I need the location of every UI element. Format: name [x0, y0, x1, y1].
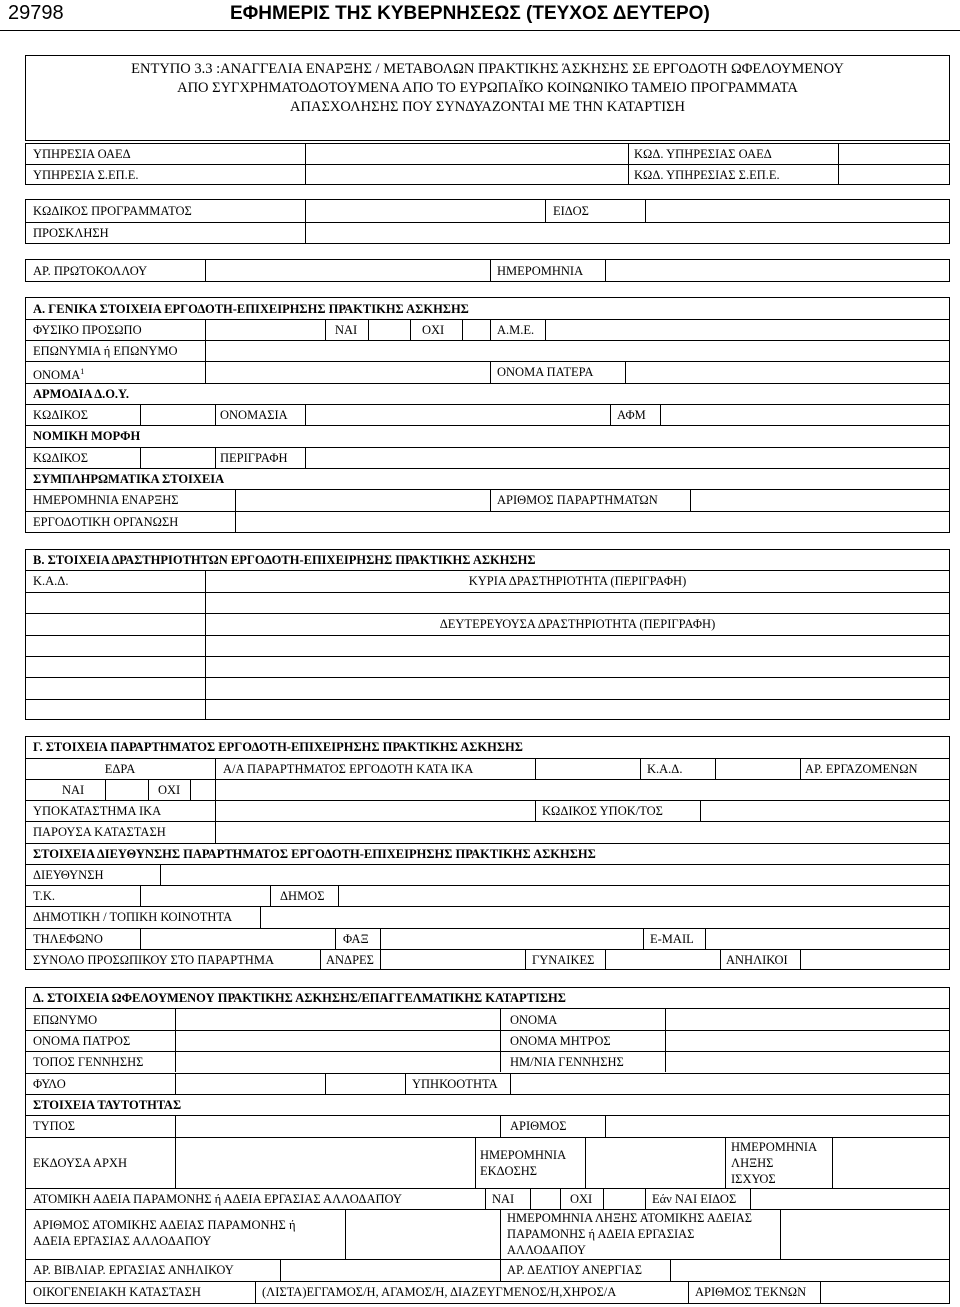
label-unemployment-card: ΑΡ. ΔΕΛΤΙΟΥ ΑΝΕΡΓΙΑΣ — [507, 1263, 643, 1277]
c-h-col4 — [715, 758, 716, 779]
label-permit-expiry-3: ΑΛΛΟΔΑΠΟΥ — [507, 1243, 586, 1257]
label-employees: ΑΡ. ΕΡΓΑΖΟΜΕΝΩΝ — [805, 762, 918, 776]
page-number: 29798 — [8, 2, 64, 24]
d-t-col2 — [500, 1115, 501, 1137]
label-municipality: ΔΗΜΟΣ — [280, 889, 325, 903]
c-pc-col2 — [270, 885, 271, 906]
c-line-4 — [25, 821, 950, 822]
label-protocol-number: ΑΡ. ΠΡΩΤΟΚΟΛΛΟΥ — [33, 264, 148, 278]
label-total-staff: ΣΥΝΟΛΟ ΠΡΟΣΩΠΙΚΟΥ ΣΤΟ ΠΑΡΑΡΤΗΜΑ — [33, 953, 274, 967]
services-col1 — [305, 143, 306, 185]
a-np-col4 — [410, 319, 411, 340]
services-col2 — [628, 143, 629, 185]
label-fax: ΦΑΞ — [343, 932, 369, 946]
label-program-code: ΚΩΔΙΚΟΣ ΠΡΟΓΡΑΜΜΑΤΟΣ — [33, 204, 192, 218]
label-lf-code: ΚΩΔΙΚΟΣ — [33, 451, 88, 465]
d-pn-col3 — [780, 1209, 781, 1259]
label-expiry-2: ΛΗΞΗΣ — [731, 1156, 774, 1170]
d-wb-col3 — [670, 1259, 671, 1281]
a-row-line-9 — [25, 489, 950, 490]
d-line-4 — [25, 1073, 950, 1074]
d-i-col2 — [475, 1137, 476, 1188]
b-line-2 — [25, 592, 950, 593]
d-line-1 — [25, 1008, 950, 1009]
d-g-col4 — [510, 1073, 511, 1094]
label-family-status: ΟΙΚΟΓΕΝΕΙΑΚΗ ΚΑΤΑΣΤΑΣΗ — [33, 1285, 201, 1299]
d-wb-col2 — [500, 1259, 501, 1281]
label-branch-count: ΑΡΙΘΜΟΣ ΠΑΡΑΡΤΗΜΑΤΩΝ — [497, 493, 658, 507]
a-lf-col1 — [140, 447, 141, 468]
d-col-a — [175, 1008, 176, 1072]
services-divider — [25, 164, 950, 165]
label-address: ΔΙΕΥΘΥΝΣΗ — [33, 868, 104, 882]
d-line-8 — [25, 1188, 950, 1189]
c-yn-col4 — [215, 779, 216, 800]
a-row-line-4 — [25, 383, 950, 384]
label-service-oaed: ΥΠΗΡΕΣΙΑ ΟΑΕΔ — [33, 147, 131, 161]
section-d-title: Δ. ΣΤΟΙΧΕΙΑ ΩΦΕΛΟΥΜΕΝΟΥ ΠΡΑΚΤΙΚΗΣ ΑΣΚΗΣΗΣ/ΕΠΑΓΓΕΛΜΑΤΙΚΗΣ ΚΑΤΑΡΤΙΣΗΣ — [33, 991, 566, 1005]
label-np-yes: ΝΑΙ — [335, 323, 358, 337]
gazette-header — [0, 0, 960, 28]
label-natural-person: ΦΥΣΙΚΟ ΠΡΟΣΩΠΟ — [33, 323, 142, 337]
label-code-sepe: ΚΩΔ. ΥΠΗΡΕΣΙΑΣ Σ.ΕΠ.Ε. — [634, 168, 780, 182]
c-status-col1 — [215, 821, 216, 843]
label-to-naming: ΟΝΟΜΑΣΙΑ — [220, 408, 288, 422]
d-t-col3 — [605, 1115, 606, 1137]
d-p-col4 — [603, 1188, 604, 1209]
d-line-10 — [25, 1259, 950, 1260]
gazette-title: ΕΦΗΜΕΡΙΣ ΤΗΣ ΚΥΒΕΡΝΗΣΕΩΣ (ΤΕΥΧΟΣ ΔΕΥΤΕΡΟ) — [230, 3, 710, 24]
d-fs-col3 — [820, 1281, 821, 1304]
services-col3 — [838, 143, 839, 185]
d-line-11 — [25, 1281, 950, 1282]
a-fn-col3 — [625, 361, 626, 383]
a-to-col5 — [660, 404, 661, 425]
c-pc-col1 — [140, 885, 141, 906]
d-wb-col1 — [280, 1259, 281, 1281]
label-branch-serial: Α/Α ΠΑΡΑΡΤΗΜΑΤΟΣ ΕΡΓΟΔΟΤΗ ΚΑΤΑ ΙΚΑ — [223, 762, 474, 776]
c-h-col3 — [640, 758, 641, 779]
c-ika-col3 — [700, 800, 701, 821]
c-tot-col6 — [800, 949, 801, 970]
a-row-line-3 — [25, 361, 950, 362]
d-g-col3 — [405, 1073, 406, 1094]
label-gender: ΦΥΛΟ — [33, 1077, 66, 1091]
c-comm-col1 — [260, 906, 261, 928]
label-afm: ΑΦΜ — [617, 408, 646, 422]
c-h-col5 — [800, 758, 801, 779]
c-tot-col3 — [525, 949, 526, 970]
form-title-line1: ΕΝΤΥΠΟ 3.3 :ΑΝΑΓΓΕΛΙΑ ΕΝΑΡΞΗΣ / ΜΕΤΑΒΟΛΩΝ ΠΡΑΚΤΙΚΗΣ ΆΣΚΗΣΗΣ ΣΕ ΕΡΓΟΔΟΤΗ ΩΦΕΛΟΥΜΕΝΟΥ — [131, 61, 844, 77]
label-b-kad: Κ.Α.Δ. — [33, 574, 69, 588]
d-p-col6 — [750, 1188, 751, 1209]
a-to-col3 — [305, 404, 306, 425]
label-expiry-3: ΙΣΧΥΟΣ — [731, 1172, 776, 1186]
a-eo-col1 — [235, 511, 236, 533]
d-line-6 — [25, 1115, 950, 1116]
label-email: E-MAIL — [650, 932, 694, 946]
label-children: ΑΡΙΘΜΟΣ ΤΕΚΝΩΝ — [695, 1285, 807, 1299]
label-if-yes: Εάν ΝΑΙ ΕΙΔΟΣ — [652, 1192, 737, 1206]
label-permit-no: ΟΧΙ — [570, 1192, 593, 1206]
c-ph-col2 — [335, 928, 336, 949]
a-row-line-1 — [25, 319, 950, 320]
d-line-7 — [25, 1137, 950, 1138]
label-community: ΔΗΜΟΤΙΚΗ / ΤΟΠΙΚΗ ΚΟΙΝΟΤΗΤΑ — [33, 910, 233, 924]
label-supplementary: ΣΥΜΠΛΗΡΩΜΑΤΙΚΑ ΣΤΟΙΧΕΙΑ — [33, 472, 225, 486]
label-birthdate: ΗΜ/ΝΙΑ ΓΕΝΝΗΣΗΣ — [510, 1055, 624, 1069]
label-permit-expiry-2: ΠΑΡΑΜΟΝΗΣ ή ΑΔΕΙΑ ΕΡΓΑΣΙΑΣ — [507, 1227, 695, 1241]
label-name: ΟΝΟΜΑ — [510, 1013, 558, 1027]
label-minor-workbook: ΑΡ. ΒΙΒΛΙΑΡ. ΕΡΓΑΣΙΑΣ ΑΝΗΛΙΚΟΥ — [33, 1263, 234, 1277]
d-line-9 — [25, 1209, 950, 1210]
footnote-mark: 1 — [80, 367, 85, 376]
label-main-activity: ΚΥΡΙΑ ΔΡΑΣΤΗΡΙΟΤΗΤΑ (ΠΕΡΙΓΡΑΦΗ) — [468, 574, 687, 588]
d-pn-col1 — [345, 1209, 346, 1259]
label-phone: ΤΗΛΕΦΩΝΟ — [33, 932, 103, 946]
a-sd-col1 — [235, 489, 236, 511]
c-line-2 — [25, 779, 950, 780]
d-p-col1 — [485, 1188, 486, 1209]
label-birthplace: ΤΟΠΟΣ ΓΕΝΝΗΣΗΣ — [33, 1055, 144, 1069]
a-name-col1 — [205, 340, 206, 361]
c-line-1 — [25, 758, 950, 759]
a-to-col2 — [215, 404, 216, 425]
c-ph-col4 — [643, 928, 644, 949]
c-line-8 — [25, 906, 950, 907]
c-line-7 — [25, 885, 950, 886]
a-row-line-5 — [25, 404, 950, 405]
label-minors: ΑΝΗΛΙΚΟΙ — [726, 953, 788, 967]
d-i-col4 — [725, 1137, 726, 1188]
label-address-title: ΣΤΟΙΧΕΙΑ ΔΙΕΥΘΥΝΣΗΣ ΠΑΡΑΡΤΗΜΑΤΟΣ ΕΡΓΟΔΟΤΗ-ΕΠΙΧΕΙΡΗΣΗΣ ΠΡΑΚΤΙΚΗΣ ΑΣΚΗΣΗΣ — [33, 847, 596, 861]
label-program-call: ΠΡΟΣΚΛΗΣΗ — [33, 226, 109, 240]
label-father-name: ΟΝΟΜΑ ΠΑΤΕΡΑ — [497, 365, 594, 379]
c-ika-col1 — [215, 800, 216, 821]
a-fn-col2 — [490, 361, 491, 383]
label-start-date: ΗΜΕΡΟΜΗΝΙΑ ΕΝΑΡΞΗΣ — [33, 493, 179, 507]
section-b-title: Β. ΣΤΟΙΧΕΙΑ ΔΡΑΣΤΗΡΙΟΤΗΤΩΝ ΕΡΓΟΔΟΤΗ-ΕΠΙΧΕΙΡΗΣΗΣ ΠΡΑΚΤΙΚΗΣ ΑΣΚΗΣΗΣ — [33, 553, 536, 567]
label-postcode: Τ.Κ. — [33, 889, 55, 903]
d-fs-col2 — [688, 1281, 689, 1304]
c-yn-col3 — [190, 779, 191, 800]
protocol-col2 — [490, 259, 491, 282]
c-ph-col5 — [705, 928, 706, 949]
d-pn-col2 — [500, 1209, 501, 1259]
label-c-yes: ΝΑΙ — [62, 783, 85, 797]
d-line-3 — [25, 1051, 950, 1052]
label-surname: ΕΠΩΝΥΜΟ — [33, 1013, 98, 1027]
a-np-col5 — [462, 319, 463, 340]
b-col1 — [205, 570, 206, 720]
label-father: ΟΝΟΜΑ ΠΑΤΡΟΣ — [33, 1034, 131, 1048]
d-col-c — [665, 1008, 666, 1072]
program-col3 — [645, 199, 646, 222]
c-line-5 — [25, 843, 950, 844]
b-line-4 — [25, 635, 950, 636]
b-line-3 — [25, 613, 950, 614]
a-to-col1 — [140, 404, 141, 425]
protocol-col3 — [605, 259, 606, 282]
a-np-col1 — [205, 319, 206, 340]
label-employer-org: ΕΡΓΟΔΟΤΙΚΗ ΟΡΓΑΝΩΣΗ — [33, 515, 179, 529]
b-line-6 — [25, 677, 950, 678]
label-to-code: ΚΩΔΙΚΟΣ — [33, 408, 88, 422]
d-i-col5 — [832, 1137, 833, 1188]
d-line-5 — [25, 1094, 950, 1095]
c-ph-col1 — [140, 928, 141, 949]
label-code-oaed: ΚΩΔ. ΥΠΗΡΕΣΙΑΣ ΟΑΕΔ — [634, 147, 772, 161]
form-title-line3: ΑΠΑΣΧΟΛΗΣΗΣ ΠΟΥ ΣΥΝΔΥΑΖΟΝΤΑΙ ΜΕ ΤΗΝ ΚΑΤΑΡΤΙΣΗ — [290, 99, 685, 115]
a-row-line-7 — [25, 447, 950, 448]
label-secondary-activity: ΔΕΥΤΕΡΕΥΟΥΣΑ ΔΡΑΣΤΗΡΙΟΤΗΤΑ (ΠΕΡΙΓΡΑΦΗ) — [439, 617, 716, 631]
program-col1 — [305, 199, 306, 244]
d-t-col1 — [175, 1115, 176, 1137]
d-p-col3 — [560, 1188, 561, 1209]
label-ame: Α.Μ.Ε. — [497, 323, 535, 337]
a-sd-col3 — [690, 489, 691, 511]
protocol-col1 — [205, 259, 206, 282]
d-p-col2 — [530, 1188, 531, 1209]
label-service-sepe: ΥΠΗΡΕΣΙΑ Σ.ΕΠ.Ε. — [33, 168, 139, 182]
a-np-col3 — [368, 319, 369, 340]
label-issue-date-2: ΕΚΔΟΣΗΣ — [480, 1164, 538, 1178]
section-c-title: Γ. ΣΤΟΙΧΕΙΑ ΠΑΡΑΡΤΗΜΑΤΟΣ ΕΡΓΟΔΟΤΗ-ΕΠΙΧΕΙΡΗΣΗΣ ΠΡΑΚΤΙΚΗΣ ΑΣΚΗΣΗΣ — [33, 740, 523, 754]
c-line-6 — [25, 864, 950, 865]
label-men: ΑΝΔΡΕΣ — [326, 953, 374, 967]
d-g-col1 — [175, 1073, 176, 1094]
label-permit-expiry-1: ΗΜΕΡΟΜΗΝΙΑ ΛΗΞΗΣ ΑΤΟΜΙΚΗΣ ΑΔΕΙΑΣ — [507, 1211, 753, 1225]
header-rule — [0, 30, 960, 31]
program-col2 — [545, 199, 546, 222]
d-col-b — [500, 1008, 501, 1072]
a-row-line-6 — [25, 425, 950, 426]
label-seat: ΕΔΡΑ — [104, 762, 136, 776]
a-row-line-2 — [25, 340, 950, 341]
c-line-9 — [25, 928, 950, 929]
c-line-3 — [25, 800, 950, 801]
label-permit: ΑΤΟΜΙΚΗ ΑΔΕΙΑ ΠΑΡΑΜΟΝΗΣ ή ΑΔΕΙΑ ΕΡΓΑΣΙΑΣ ΑΛΛΟΔΑΠΟΥ — [33, 1192, 402, 1206]
d-line-2 — [25, 1030, 950, 1031]
label-permit-yes: ΝΑΙ — [492, 1192, 515, 1206]
label-permit-number-1: ΑΡΙΘΜΟΣ ΑΤΟΜΙΚΗΣ ΑΔΕΙΑΣ ΠΑΡΑΜΟΝΗΣ ή — [33, 1218, 296, 1232]
d-i-col1 — [175, 1137, 176, 1188]
label-first-name-text: ΟΝΟΜΑ — [33, 368, 81, 383]
label-expiry-1: ΗΜΕΡΟΜΗΝΙΑ — [731, 1140, 818, 1154]
c-tot-col2 — [380, 949, 381, 970]
d-p-col5 — [645, 1188, 646, 1209]
a-lf-col3 — [305, 447, 306, 468]
c-ika-col2 — [535, 800, 536, 821]
a-np-col2 — [325, 319, 326, 340]
c-ph-col3 — [380, 928, 381, 949]
label-issuer: ΕΚΔΟΥΣΑ ΑΡΧΗ — [33, 1156, 127, 1170]
section-a-title: Α. ΓΕΝΙΚΑ ΣΤΟΙΧΕΙΑ ΕΡΓΟΔΟΤΗ-ΕΠΙΧΕΙΡΗΣΗΣ ΠΡΑΚΤΙΚΗΣ ΑΣΚΗΣΗΣ — [33, 302, 469, 316]
protocol-box — [25, 259, 950, 282]
b-line-7 — [25, 699, 950, 700]
label-status: ΠΑΡΟΥΣΑ ΚΑΤΑΣΤΑΣΗ — [33, 825, 166, 839]
label-lf-description: ΠΕΡΙΓΡΑΦΗ — [220, 451, 288, 465]
c-addr-col1 — [160, 864, 161, 885]
label-legal-form: ΝΟΜΙΚΗ ΜΟΡΦΗ — [33, 429, 141, 443]
a-fn-col1 — [205, 361, 206, 383]
c-line-10 — [25, 949, 950, 950]
label-c-kad: Κ.Α.Δ. — [647, 762, 683, 776]
label-issue-date-1: ΗΜΕΡΟΜΗΝΙΑ — [480, 1148, 567, 1162]
c-tot-col1 — [320, 949, 321, 970]
label-women: ΓΥΝΑΙΚΕΣ — [532, 953, 595, 967]
label-branch-code: ΚΩΔΙΚΟΣ ΥΠΟΚ/ΤΟΣ — [542, 804, 663, 818]
label-permit-number-2: ΑΔΕΙΑ ΕΡΓΑΣΙΑΣ ΑΛΛΟΔΑΠΟΥ — [33, 1234, 212, 1248]
c-h-col1 — [215, 758, 216, 779]
d-fs-col1 — [255, 1281, 256, 1304]
label-id-title: ΣΤΟΙΧΕΙΑ ΤΑΥΤΟΤΗΤΑΣ — [33, 1098, 182, 1112]
a-to-col4 — [610, 404, 611, 425]
a-np-col6 — [490, 319, 491, 340]
label-protocol-date: ΗΜΕΡΟΜΗΝΙΑ — [497, 264, 584, 278]
label-id-type: ΤΥΠΟΣ — [33, 1119, 75, 1133]
b-line-5 — [25, 656, 950, 657]
label-np-no: ΟΧΙ — [422, 323, 445, 337]
c-tot-col4 — [605, 949, 606, 970]
label-first-name — [33, 365, 84, 382]
b-line-1 — [25, 570, 950, 571]
c-pc-col3 — [338, 885, 339, 906]
label-nationality: ΥΠΗΚΟΟΤΗΤΑ — [412, 1077, 498, 1091]
a-row-line-10 — [25, 511, 950, 512]
label-id-number: ΑΡΙΘΜΟΣ — [510, 1119, 567, 1133]
d-i-col3 — [585, 1137, 586, 1188]
c-h-col2 — [535, 758, 536, 779]
c-yn-col1 — [105, 779, 106, 800]
label-ika-branch: ΥΠΟΚΑΤΑΣΤΗΜΑ ΙΚΑ — [33, 804, 162, 818]
label-program-type: ΕΙΔΟΣ — [553, 204, 589, 218]
label-family-options: (ΛΙΣΤΑ)ΕΓΓΑΜΟΣ/Η, ΑΓΑΜΟΣ/Η, ΔΙΑΖΕΥΓΜΕΝΟΣ/Η,ΧΗΡΟΣ/Α — [262, 1285, 617, 1299]
label-c-no: ΟΧΙ — [158, 783, 181, 797]
c-tot-col5 — [720, 949, 721, 970]
a-sd-col2 — [490, 489, 491, 511]
a-np-col7 — [545, 319, 546, 340]
d-g-col2 — [325, 1073, 326, 1094]
label-tax-office: ΑΡΜΟΔΙΑ Δ.Ο.Υ. — [33, 387, 130, 401]
label-company-name: ΕΠΩΝΥΜΙΑ ή ΕΠΩΝΥΜΟ — [33, 344, 178, 358]
form-title-line2: ΑΠΟ ΣΥΓΧΡΗΜΑΤΟΔΟΤΟΥΜΕΝΑ ΑΠΟ ΤΟ ΕΥΡΩΠΑΪΚΟ ΚΟΙΝΩΝΙΚΟ ΤΑΜΕΙΟ ΠΡΟΓΡΑΜΜΑΤΑ — [177, 80, 798, 96]
program-divider — [25, 222, 950, 223]
c-yn-col2 — [148, 779, 149, 800]
label-mother: ΟΝΟΜΑ ΜΗΤΡΟΣ — [510, 1034, 611, 1048]
a-lf-col2 — [215, 447, 216, 468]
a-row-line-8 — [25, 468, 950, 469]
